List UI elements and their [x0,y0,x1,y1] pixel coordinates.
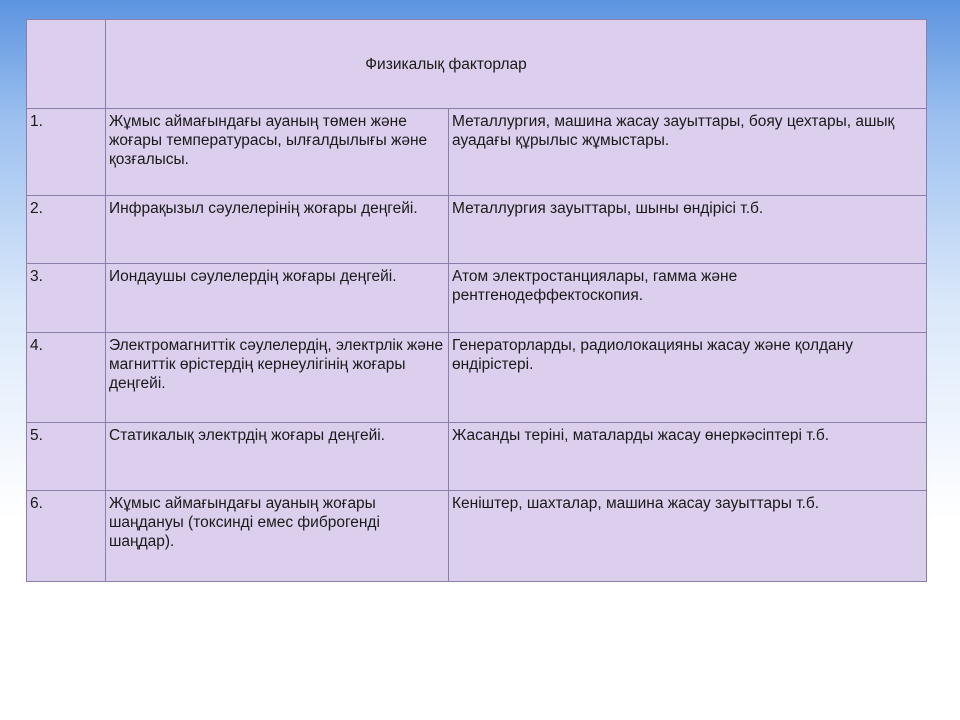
table-row [27,109,927,196]
table-row [27,333,927,423]
table-row [27,264,927,333]
row-number: 2. [27,196,106,264]
factors-table [26,19,927,582]
row-number: 5. [27,423,106,491]
table-row [27,196,927,264]
factor-cell: Инфрақызыл сәулелерінің жоғары деңгейі. [106,196,449,264]
row-number: 4. [27,333,106,423]
industry-cell: Атом электростанциялары, гамма және рентгенодеффектоскопия. [449,264,927,333]
page-title: Физикалық факторлар [106,20,927,109]
header-row [27,20,927,109]
factor-cell: Статикалық электрдің жоғары деңгейі. [106,423,449,491]
industry-cell: Металлургия зауыттары, шыны өндірісі т.б. [449,196,927,264]
factor-cell: Жұмыс аймағындағы ауаның жоғары шаңдануы (токсинді емес фиброгенді шаңдар). [106,491,449,582]
industry-cell: Генераторларды, радиолокацияны жасау және қолдану өндірістері. [449,333,927,423]
industry-cell: Жасанды теріні, маталарды жасау өнеркәсіптері т.б. [449,423,927,491]
row-number: 1. [27,109,106,196]
industry-cell: Кеніштер, шахталар, машина жасау зауыттары т.б. [449,491,927,582]
row-number: 6. [27,491,106,582]
table-row [27,491,927,582]
industry-cell: Металлургия, машина жасау зауыттары, бояу цехтары, ашық ауадағы құрылыс жұмыстары. [449,109,927,196]
factor-cell: Электромагниттік сәулелердің, электрлік және магниттік өрістердің кернеулігінің жоғары деңгейі. [106,333,449,423]
table-row [27,423,927,491]
header-empty-cell [27,20,106,109]
row-number: 3. [27,264,106,333]
factor-cell: Жұмыс аймағындағы ауаның төмен және жоғары температурасы, ылғалдылығы және қозғалысы. [106,109,449,196]
factor-cell: Иондаушы сәулелердің жоғары деңгейі. [106,264,449,333]
